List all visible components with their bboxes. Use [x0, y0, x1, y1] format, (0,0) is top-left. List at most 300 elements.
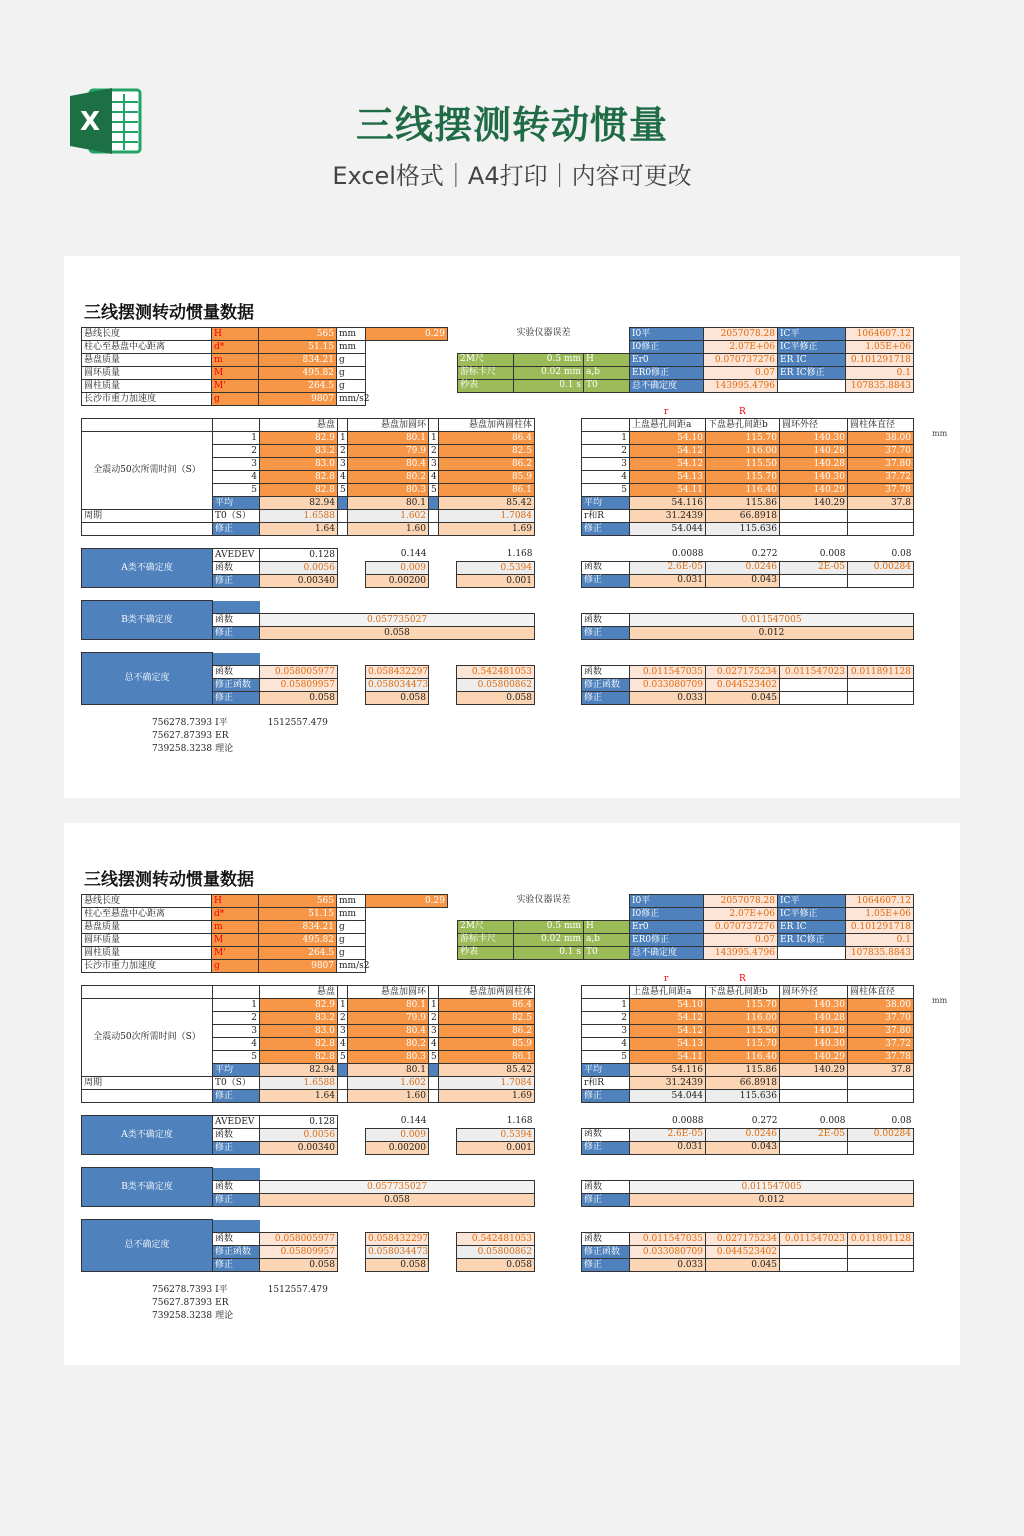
avedev-value[interactable]: 0.0088 [672, 1115, 704, 1126]
dim-value[interactable]: 140.28 [780, 458, 848, 471]
empty-cell[interactable] [429, 1077, 439, 1090]
result-label[interactable] [778, 947, 846, 960]
result-value[interactable]: 0.1 [846, 367, 914, 380]
dim-value[interactable]: 54.10 [630, 999, 706, 1012]
time-value[interactable]: 86.2 [439, 458, 535, 471]
fn-label[interactable]: 函数 [213, 1233, 260, 1246]
empty-cell[interactable] [213, 653, 260, 666]
result-value[interactable]: 0.101291718 [846, 921, 914, 934]
fn-label[interactable]: 函数 [213, 614, 260, 627]
empty-cell[interactable] [429, 1259, 457, 1272]
empty-cell[interactable] [260, 1168, 535, 1181]
fix-label[interactable]: 修正 [213, 692, 260, 705]
fix-value[interactable]: 0.058 [260, 1194, 535, 1207]
fn-value[interactable]: 0.011547035 [630, 1233, 706, 1246]
rR-value[interactable]: 66.8918 [706, 510, 780, 523]
fix-value[interactable]: 0.058 [260, 627, 535, 640]
fn-label[interactable]: 函数 [582, 614, 630, 627]
dim-value[interactable]: 115.70 [706, 999, 780, 1012]
empty-cell[interactable] [82, 523, 213, 536]
empty-cell[interactable] [457, 653, 535, 666]
param-value[interactable]: 264.5 [259, 380, 337, 393]
dim-value[interactable]: 37.80 [848, 458, 914, 471]
dim-value[interactable]: 140.30 [780, 471, 848, 484]
dim-value[interactable]: 140.30 [780, 999, 848, 1012]
param-value[interactable]: 495.82 [259, 934, 337, 947]
empty-cell[interactable] [82, 419, 213, 432]
dim-value[interactable]: 37.72 [848, 471, 914, 484]
instrument-error[interactable]: 0.5 mm [514, 920, 584, 933]
empty-cell[interactable] [338, 549, 366, 562]
fix-label[interactable]: 修正 [213, 1194, 260, 1207]
instrument-error[interactable]: 0.1 s [514, 946, 584, 959]
empty-cell[interactable] [366, 341, 448, 354]
fix-value[interactable]: 1.69 [439, 1090, 535, 1103]
avg-value[interactable]: 54.116 [630, 1064, 706, 1077]
dim-value[interactable]: 115.70 [706, 432, 780, 445]
empty-cell[interactable] [780, 510, 848, 523]
dim-value[interactable]: 54.12 [630, 1025, 706, 1038]
param-symbol[interactable]: M [212, 934, 259, 947]
fix-value[interactable]: 0.033 [630, 692, 706, 705]
fn-value[interactable]: 0.009 [366, 1129, 429, 1142]
empty-cell[interactable] [338, 523, 348, 536]
fixfn-value[interactable]: 0.058034473 [366, 679, 429, 692]
result-label[interactable]: IC平修正 [778, 908, 846, 921]
empty-cell[interactable] [514, 340, 584, 353]
result-label[interactable]: ER IC [778, 354, 846, 367]
empty-cell[interactable] [338, 419, 348, 432]
instrument-target[interactable]: H [584, 920, 630, 933]
empty-cell[interactable] [366, 367, 448, 380]
fn-value[interactable]: 0.011891128 [848, 1233, 914, 1246]
trial-index[interactable]: 2 [213, 445, 260, 458]
empty-cell[interactable] [848, 1141, 914, 1154]
fn-value[interactable]: 0.011547005 [630, 614, 914, 627]
fn-value[interactable]: 0.00284 [848, 1128, 914, 1141]
param-symbol[interactable]: g [212, 960, 259, 973]
period-label[interactable]: 周期 [82, 510, 213, 523]
empty-cell[interactable] [338, 497, 348, 510]
fn-value[interactable]: 0.027175234 [706, 666, 780, 679]
trial-index[interactable]: 4 [582, 471, 630, 484]
result-value[interactable]: 1064607.12 [846, 895, 914, 908]
result-label[interactable]: Er0 [630, 354, 704, 367]
avedev-value[interactable]: 1.168 [506, 1116, 533, 1127]
column-header[interactable]: 悬盘加两圆柱体 [439, 419, 535, 432]
dim-value[interactable]: 115.50 [706, 458, 780, 471]
empty-cell[interactable] [338, 575, 366, 588]
fix-label[interactable]: 修正 [582, 627, 630, 640]
fn-value[interactable]: 0.011547023 [780, 666, 848, 679]
fn-label[interactable]: 函数 [213, 1129, 260, 1142]
empty-cell[interactable] [429, 653, 457, 666]
result-value[interactable]: 2.07E+06 [704, 341, 778, 354]
empty-cell[interactable] [514, 907, 584, 920]
result-label[interactable]: IC平 [778, 328, 846, 341]
avg-label[interactable]: 平均 [213, 497, 260, 510]
fixfn-value[interactable]: 0.05800862 [457, 1246, 535, 1259]
time-value[interactable]: 80.1 [348, 999, 429, 1012]
time-value[interactable]: 86.4 [439, 432, 535, 445]
fn-value[interactable]: 0.011547005 [630, 1181, 914, 1194]
result-value[interactable]: 0.101291718 [846, 354, 914, 367]
empty-cell[interactable] [429, 1116, 457, 1129]
fix-value[interactable]: 0.045 [706, 692, 780, 705]
fix-label[interactable]: 修正 [213, 1259, 260, 1272]
dim-value[interactable]: 37.70 [848, 445, 914, 458]
time-value[interactable]: 86.2 [439, 1025, 535, 1038]
column-header[interactable]: 悬盘 [260, 419, 338, 432]
result-value[interactable]: 0.1 [846, 934, 914, 947]
fixfn-value[interactable]: 0.05800862 [457, 679, 535, 692]
empty-cell[interactable] [848, 510, 914, 523]
empty-cell[interactable] [338, 1129, 366, 1142]
trial-index[interactable]: 1 [338, 999, 348, 1012]
fn-label[interactable]: 函数 [582, 1233, 630, 1246]
empty-cell[interactable] [582, 1115, 630, 1128]
empty-cell[interactable] [780, 679, 848, 692]
param-symbol[interactable]: M' [212, 380, 259, 393]
param-label[interactable]: 长沙市重力加速度 [82, 393, 212, 406]
empty-cell[interactable] [338, 1233, 366, 1246]
param-symbol[interactable]: m [212, 354, 259, 367]
empty-cell[interactable] [213, 601, 260, 614]
param-unit[interactable]: g [337, 934, 366, 947]
time-value[interactable]: 85.9 [439, 1038, 535, 1051]
fixfn-value[interactable]: 0.05809957 [260, 1246, 338, 1259]
fixfn-label[interactable]: 修正函数 [582, 1246, 630, 1259]
fn-value[interactable]: 0.058432297 [366, 1233, 429, 1246]
fn-value[interactable]: 0.00284 [848, 561, 914, 574]
fix-label[interactable]: 修正 [213, 575, 260, 588]
trial-index[interactable]: 1 [213, 432, 260, 445]
fix-value[interactable]: 0.043 [706, 574, 780, 587]
param-value[interactable]: 495.82 [259, 367, 337, 380]
empty-cell[interactable] [429, 549, 457, 562]
result-label[interactable]: 总不确定度 [630, 947, 704, 960]
empty-cell[interactable] [429, 562, 457, 575]
empty-cell[interactable] [82, 986, 213, 999]
instrument-error[interactable]: 0.5 mm [514, 353, 584, 366]
typeB-label[interactable]: B类不确定度 [82, 1168, 213, 1207]
empty-cell[interactable] [780, 574, 848, 587]
empty-cell[interactable] [848, 679, 914, 692]
fix-value[interactable]: 0.043 [706, 1141, 780, 1154]
empty-cell[interactable] [429, 497, 439, 510]
dim-value[interactable]: 54.13 [630, 1038, 706, 1051]
empty-cell[interactable] [582, 548, 630, 561]
param-symbol[interactable]: d* [212, 341, 259, 354]
empty-cell[interactable] [780, 1077, 848, 1090]
timing-row-label[interactable]: 全震动50次所需时间（S） [82, 432, 213, 510]
fixfn-value[interactable]: 0.044523402 [706, 679, 780, 692]
time-value[interactable]: 80.2 [348, 1038, 429, 1051]
fixfn-value[interactable]: 0.05809957 [260, 679, 338, 692]
fn-value[interactable]: 0.0246 [706, 561, 780, 574]
dim-value[interactable]: 37.78 [848, 484, 914, 497]
trial-index[interactable]: 5 [213, 484, 260, 497]
fn-label[interactable]: 函数 [213, 666, 260, 679]
param-value[interactable]: 565 [259, 895, 337, 908]
empty-cell[interactable] [848, 574, 914, 587]
param-unit[interactable]: mm/s2 [337, 960, 366, 973]
empty-cell[interactable] [82, 1090, 213, 1103]
fix-value[interactable]: 1.69 [439, 523, 535, 536]
avg-value[interactable]: 85.42 [439, 497, 535, 510]
typeA-label[interactable]: A类不确定度 [82, 1116, 213, 1155]
empty-cell[interactable] [260, 601, 535, 614]
fix-value[interactable]: 1.64 [260, 1090, 338, 1103]
time-value[interactable]: 82.5 [439, 1012, 535, 1025]
instrument-error[interactable]: 0.02 mm [514, 933, 584, 946]
fn-value[interactable]: 0.058005977 [260, 1233, 338, 1246]
param-symbol[interactable]: d* [212, 908, 259, 921]
fix-value[interactable]: 0.058 [366, 692, 429, 705]
dim-value[interactable]: 38.00 [848, 999, 914, 1012]
dim-value[interactable]: 54.10 [630, 432, 706, 445]
param-unit[interactable]: g [337, 947, 366, 960]
column-header[interactable]: 圆环外径 [780, 986, 848, 999]
time-value[interactable]: 82.8 [260, 1038, 338, 1051]
result-label[interactable]: ER IC [778, 921, 846, 934]
trial-index[interactable]: 1 [338, 432, 348, 445]
time-value[interactable]: 83.2 [260, 445, 338, 458]
fix-label[interactable]: 修正 [213, 1142, 260, 1155]
avedev-label[interactable]: AVEDEV [213, 1116, 260, 1129]
avedev-value[interactable]: 0.128 [260, 1116, 338, 1129]
total-label[interactable]: 总不确定度 [82, 653, 213, 705]
dim-value[interactable]: 140.30 [780, 432, 848, 445]
time-value[interactable]: 80.1 [348, 432, 429, 445]
empty-cell[interactable] [848, 1090, 914, 1103]
result-label[interactable]: IC平修正 [778, 341, 846, 354]
empty-cell[interactable] [584, 907, 630, 920]
period-label[interactable]: 周期 [82, 1077, 213, 1090]
fixfn-value[interactable]: 0.044523402 [706, 1246, 780, 1259]
dim-value[interactable]: 140.29 [780, 1051, 848, 1064]
dim-value[interactable]: 38.00 [848, 432, 914, 445]
empty-cell[interactable] [366, 934, 448, 947]
fix-label[interactable]: 修正 [582, 523, 630, 536]
param-symbol[interactable]: m [212, 921, 259, 934]
fn-label[interactable]: 函数 [213, 562, 260, 575]
result-value[interactable]: 107835.8843 [846, 380, 914, 393]
dim-value[interactable]: 37.80 [848, 1025, 914, 1038]
fix-value[interactable]: 115.636 [706, 523, 780, 536]
column-header[interactable]: 上盘悬孔间距a [630, 986, 706, 999]
empty-cell[interactable] [429, 510, 439, 523]
empty-cell[interactable] [338, 986, 348, 999]
avedev-value[interactable]: 1.168 [506, 549, 533, 560]
empty-cell[interactable] [429, 679, 457, 692]
instrument-error[interactable]: 0.1 s [514, 379, 584, 392]
result-value[interactable]: 2.07E+06 [704, 908, 778, 921]
instrument-target[interactable]: a,b [584, 366, 630, 379]
fix-value[interactable]: 0.058 [457, 1259, 535, 1272]
fixfn-label[interactable]: 修正函数 [213, 679, 260, 692]
empty-cell[interactable] [429, 1246, 457, 1259]
fix-label[interactable]: 修正 [582, 574, 630, 587]
trial-index[interactable]: 5 [429, 1051, 439, 1064]
empty-cell[interactable] [213, 419, 260, 432]
empty-cell[interactable] [429, 666, 457, 679]
empty-cell[interactable] [780, 1090, 848, 1103]
fn-value[interactable]: 0.542481053 [457, 666, 535, 679]
rR-label[interactable]: r和R [582, 510, 630, 523]
result-value[interactable]: 0.07 [704, 934, 778, 947]
param-label[interactable]: 圆柱质量 [82, 380, 212, 393]
dim-value[interactable]: 115.50 [706, 1025, 780, 1038]
column-header[interactable]: 上盘悬孔间距a [630, 419, 706, 432]
result-value[interactable]: 0.070737276 [704, 921, 778, 934]
dim-value[interactable]: 54.11 [630, 484, 706, 497]
result-label[interactable]: ER IC修正 [778, 934, 846, 947]
avedev-value[interactable]: 0.272 [751, 1115, 778, 1126]
fn-value[interactable]: 0.011547023 [780, 1233, 848, 1246]
t0-label[interactable]: T0（S） [213, 510, 260, 523]
avg-value[interactable]: 140.29 [780, 497, 848, 510]
avedev-value[interactable]: 0.144 [400, 1116, 427, 1127]
fn-label[interactable]: 函数 [582, 666, 630, 679]
typeB-label[interactable]: B类不确定度 [82, 601, 213, 640]
result-label[interactable]: I0平 [630, 895, 704, 908]
param-value[interactable]: 264.5 [259, 947, 337, 960]
trial-index[interactable]: 3 [213, 1025, 260, 1038]
empty-cell[interactable] [582, 986, 630, 999]
time-value[interactable]: 82.9 [260, 999, 338, 1012]
instrument-error[interactable]: 0.02 mm [514, 366, 584, 379]
fn-value[interactable]: 0.058432297 [366, 666, 429, 679]
time-value[interactable]: 80.3 [348, 484, 429, 497]
fix-value[interactable]: 54.044 [630, 523, 706, 536]
instrument-name[interactable]: 秒表 [458, 379, 514, 392]
trial-index[interactable]: 3 [582, 1025, 630, 1038]
dim-value[interactable]: 140.28 [780, 1012, 848, 1025]
empty-cell[interactable] [458, 340, 514, 353]
fn-value[interactable]: 2.6E-05 [630, 1128, 706, 1141]
param-unit[interactable]: mm [337, 328, 366, 341]
trial-index[interactable]: 2 [338, 445, 348, 458]
empty-cell[interactable] [429, 575, 457, 588]
trial-index[interactable]: 3 [429, 1025, 439, 1038]
empty-cell[interactable] [780, 1259, 848, 1272]
t0-label[interactable]: T0（S） [213, 1077, 260, 1090]
param-label[interactable]: 悬线长度 [82, 895, 212, 908]
instrument-target[interactable]: a,b [584, 933, 630, 946]
typeA-label[interactable]: A类不确定度 [82, 549, 213, 588]
rR-value[interactable]: 31.2439 [630, 510, 706, 523]
result-label[interactable]: Er0 [630, 921, 704, 934]
dim-value[interactable]: 37.78 [848, 1051, 914, 1064]
empty-cell[interactable] [429, 523, 439, 536]
dim-value[interactable]: 54.12 [630, 1012, 706, 1025]
param-value[interactable]: 9807 [259, 960, 337, 973]
trial-index[interactable]: 5 [582, 1051, 630, 1064]
empty-cell[interactable] [848, 1259, 914, 1272]
result-label[interactable]: I0修正 [630, 341, 704, 354]
param-value[interactable]: 834.21 [259, 921, 337, 934]
fix-label[interactable]: 修正 [213, 1090, 260, 1103]
param-value[interactable]: 51.15 [259, 341, 337, 354]
avg-value[interactable]: 115.86 [706, 1064, 780, 1077]
dim-value[interactable]: 140.28 [780, 445, 848, 458]
param-label[interactable]: 柱心至悬盘中心距离 [82, 908, 212, 921]
time-value[interactable]: 82.8 [260, 484, 338, 497]
param-unit[interactable]: mm [337, 895, 366, 908]
empty-cell[interactable] [338, 1116, 366, 1129]
empty-cell[interactable] [848, 692, 914, 705]
empty-cell[interactable] [338, 666, 366, 679]
empty-cell[interactable] [366, 947, 448, 960]
trial-index[interactable]: 1 [429, 432, 439, 445]
empty-cell[interactable] [429, 1220, 457, 1233]
empty-cell[interactable] [338, 653, 366, 666]
trial-index[interactable]: 4 [429, 1038, 439, 1051]
empty-cell[interactable] [429, 1129, 457, 1142]
trial-index[interactable]: 5 [429, 484, 439, 497]
empty-cell[interactable] [338, 1259, 366, 1272]
fixfn-value[interactable]: 0.058034473 [366, 1246, 429, 1259]
trial-index[interactable]: 1 [213, 999, 260, 1012]
trial-index[interactable]: 5 [582, 484, 630, 497]
trial-index[interactable]: 5 [338, 1051, 348, 1064]
fixfn-label[interactable]: 修正函数 [213, 1246, 260, 1259]
fix-label[interactable]: 修正 [582, 692, 630, 705]
timing-row-label[interactable]: 全震动50次所需时间（S） [82, 999, 213, 1077]
trial-index[interactable]: 1 [582, 432, 630, 445]
time-value[interactable]: 83.0 [260, 458, 338, 471]
fix-label[interactable]: 修正 [582, 1141, 630, 1154]
instrument-name[interactable]: 游标卡尺 [458, 366, 514, 379]
fix-value[interactable]: 0.012 [630, 627, 914, 640]
fixfn-value[interactable]: 0.033080709 [630, 679, 706, 692]
empty-cell[interactable] [338, 562, 366, 575]
empty-cell[interactable] [582, 419, 630, 432]
param-unit[interactable]: g [337, 380, 366, 393]
t0-value[interactable]: 1.7084 [439, 510, 535, 523]
avedev-value[interactable]: 0.008 [819, 548, 846, 559]
fix-value[interactable]: 54.044 [630, 1090, 706, 1103]
empty-cell[interactable] [429, 986, 439, 999]
avedev-value[interactable]: 0.272 [751, 548, 778, 559]
param-extra[interactable]: 0.29 [366, 328, 448, 341]
param-label[interactable]: 柱心至悬盘中心距离 [82, 341, 212, 354]
result-value[interactable]: 0.07 [704, 367, 778, 380]
trial-index[interactable]: 2 [213, 1012, 260, 1025]
trial-index[interactable]: 4 [338, 471, 348, 484]
t0-value[interactable]: 1.602 [348, 510, 429, 523]
param-label[interactable]: 长沙市重力加速度 [82, 960, 212, 973]
fn-value[interactable]: 0.5394 [457, 1129, 535, 1142]
column-header[interactable]: 悬盘 [260, 986, 338, 999]
dim-value[interactable]: 115.70 [706, 471, 780, 484]
param-extra[interactable]: 0.29 [366, 895, 448, 908]
fix-value[interactable]: 0.031 [630, 574, 706, 587]
empty-cell[interactable] [366, 908, 448, 921]
empty-cell[interactable] [213, 1220, 260, 1233]
avg-label[interactable]: 平均 [582, 497, 630, 510]
empty-cell[interactable] [429, 1233, 457, 1246]
trial-index[interactable]: 4 [213, 471, 260, 484]
empty-cell[interactable] [848, 523, 914, 536]
result-label[interactable] [778, 380, 846, 393]
fix-value[interactable]: 0.033 [630, 1259, 706, 1272]
rR-value[interactable]: 66.8918 [706, 1077, 780, 1090]
trial-index[interactable]: 4 [429, 471, 439, 484]
time-value[interactable]: 79.9 [348, 1012, 429, 1025]
dim-value[interactable]: 116.40 [706, 484, 780, 497]
